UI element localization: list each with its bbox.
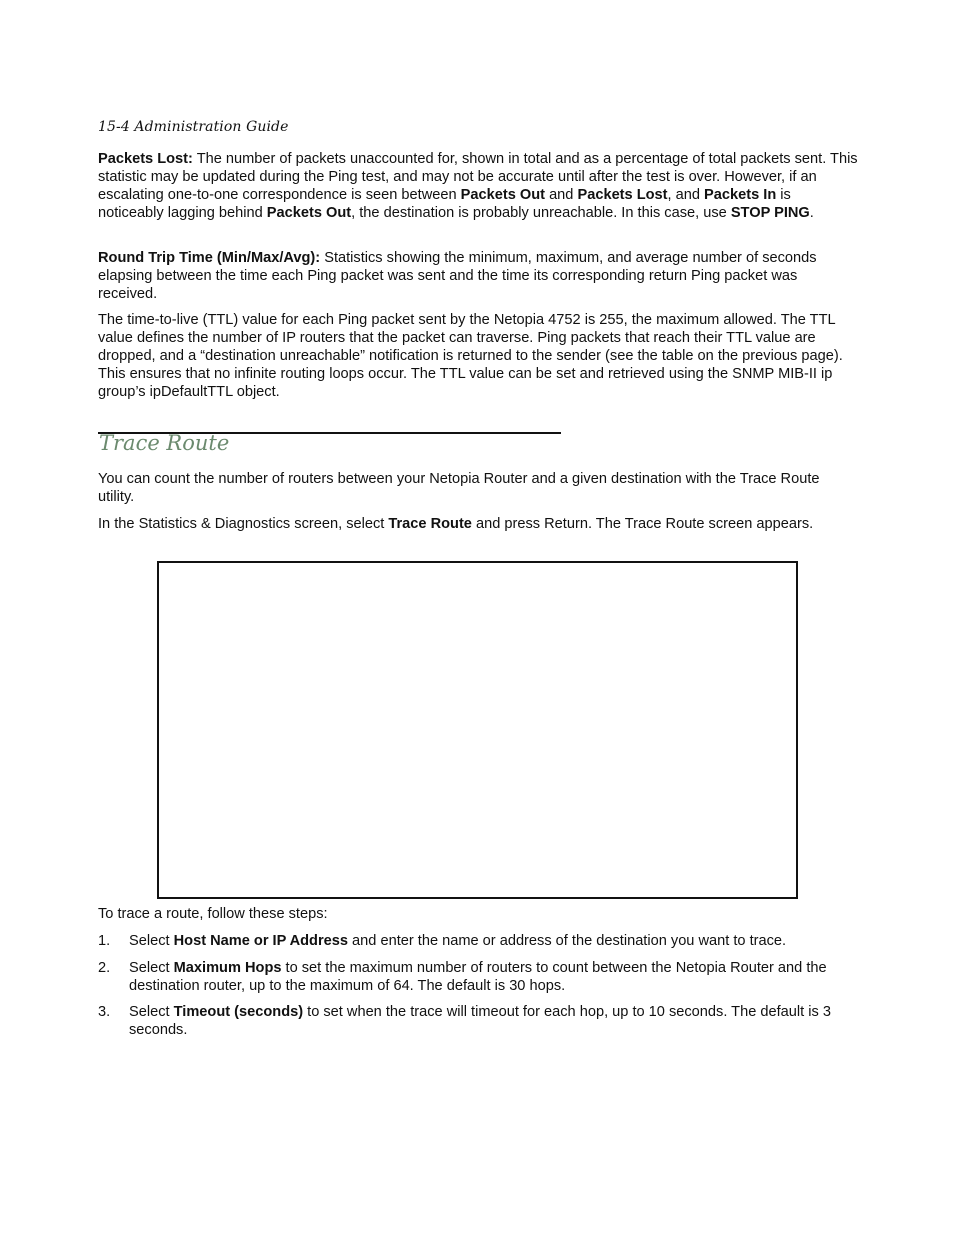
ttl-paragraph: The time-to-live (TTL) value for each Ping packet sent by the Netopia 4752 is 255, the maximum allowed. The TTL value defines the number of IP routers that the packet can traverse. Ping packets that reach their TTL value are dropped, and a “destination unreachable” notification is returned to the sender (see the table on the previous page). This ensures that no infinite routing loops occur. The TTL value can be set and retrieved using the SNMP MIB-II ip group’s ipDefaultTTL object. [98, 312, 843, 400]
step-number: 1. [98, 933, 111, 949]
step-text [129, 959, 857, 995]
step-text [129, 1003, 857, 1039]
select-paragraph [98, 515, 858, 533]
text-run: Select [129, 1004, 174, 1020]
running-head: 15-4 Administration Guide [98, 119, 289, 135]
intro-paragraph: You can count the number of routers between your Netopia Router and a given destination with the Trace Route utility. [98, 471, 820, 505]
text-run: and press Return. The Trace Route screen appears. [471, 516, 814, 532]
bold-term: Packets Out [266, 205, 352, 221]
text-run: to set the maximum number of routers to count between the Netopia Router and the destination router, up to the maximum of 64. The default is 30 hops. [129, 960, 827, 994]
text-run: Select [129, 960, 174, 976]
step-text [129, 932, 857, 950]
steps-intro: To trace a route, follow these steps: [98, 906, 328, 922]
bold-term: Timeout (seconds) [173, 1004, 304, 1020]
text-run: to set when the trace will timeout for each hop, up to 10 seconds. The default is 3 seconds. [129, 1004, 831, 1038]
text-run: and [545, 187, 578, 203]
text-run: Select [129, 933, 174, 949]
packets-lost-term: Packets Lost: [98, 151, 193, 167]
text-run: , and [667, 187, 705, 203]
round-trip-term: Round Trip Time (Min/Max/Avg): [98, 250, 321, 266]
trace-route-screen-placeholder [157, 561, 798, 899]
bold-term: Maximum Hops [173, 960, 282, 976]
text-run: is noticeably lagging behind [98, 187, 791, 221]
text-run: In the Statistics & Diagnostics screen, select [98, 516, 389, 532]
packets-lost-paragraph [98, 150, 858, 222]
text-run: , the destination is probably unreachable. In this case, use [351, 205, 731, 221]
bold-term: Host Name or IP Address [173, 933, 348, 949]
section-title: Trace Route [99, 431, 230, 455]
text-run: The number of packets unaccounted for, shown in total and as a percentage of total packets sent. This statistic may be updated during the Ping test, and may not be accurate until after the test is over. However, if an escalating one-to-one correspondence is seen between [98, 151, 858, 203]
bold-term: Trace Route [388, 516, 472, 532]
bold-term: Packets In [704, 187, 777, 203]
step-number: 3. [98, 1004, 111, 1020]
text-run: Statistics showing the minimum, maximum, and average number of seconds elapsing between the time each Ping packet was sent and the time its corresponding return Ping packet was received. [98, 250, 817, 302]
bold-term: Packets Lost [577, 187, 668, 203]
step-number: 2. [98, 960, 111, 976]
text-run: . [809, 205, 814, 221]
text-run: and enter the name or address of the destination you want to trace. [348, 933, 787, 949]
bold-term: STOP PING [730, 205, 810, 221]
round-trip-paragraph [98, 249, 858, 303]
bold-term: Packets Out [460, 187, 546, 203]
